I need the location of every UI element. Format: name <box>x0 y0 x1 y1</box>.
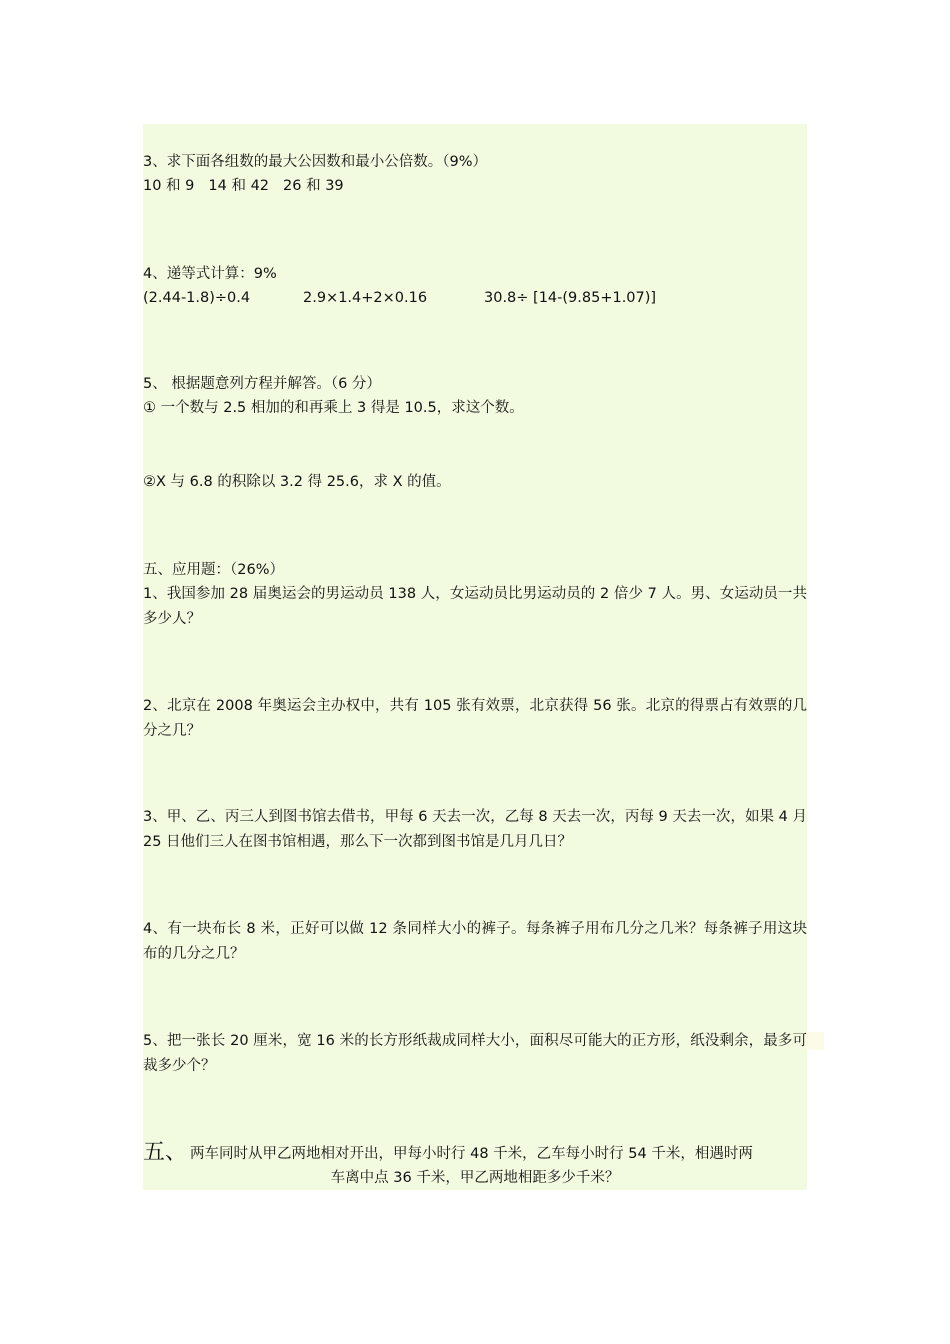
problem-item: 4、有一块布长 8 米，正好可以做 12 条同样大小的裤子。每条裤子用布几分之几米？每条裤子用这块布的几分之几？ <box>143 921 807 962</box>
section-marker: 五、 <box>143 1140 188 1165</box>
section-title: 五、应用题：（26%） <box>143 562 284 578</box>
q3-title: 3、求下面各组数的最大公因数和最小公倍数。（9%） <box>143 154 487 170</box>
last-problem-line2: 车离中点 36 千米，甲乙两地相距多少千米？ <box>330 1170 620 1186</box>
q5-item: ②X 与 6.8 的积除以 3.2 得 25.6，求 X 的值。 <box>143 474 451 490</box>
q4-expr: 30.8÷ [14-(9.85+1.07)] <box>484 290 657 306</box>
q3-pair: 14 和 42 <box>208 178 270 194</box>
problem-item: 3、甲、乙、丙三人到图书馆去借书，甲每 6 天去一次，乙每 8 天去一次，丙每 9 天去一次，如果 4 月 25 日他们三人在图书馆相遇，那么下一次都到图书馆是几月几日？ <box>143 809 807 850</box>
problem-item: 1、我国参加 28 届奥运会的男运动员 138 人，女运动员比男运动员的 2 倍少 7 人。男、女运动员一共多少人？ <box>143 586 807 627</box>
q4-expr: (2.44-1.8)÷0.4 <box>143 290 251 306</box>
problem-item: 5、把一张长 20 厘米，宽 16 米的长方形纸裁成同样大小，面积尽可能大的正方形，纸没剩余，最多可裁多少个？ <box>143 1033 807 1074</box>
highlight-overflow <box>806 1032 824 1050</box>
q4-title: 4、递等式计算：9% <box>143 266 277 282</box>
q5-item: ① 一个数与 2.5 相加的和再乘上 3 得是 10.5，求这个数。 <box>143 400 524 416</box>
problem-item: 2、北京在 2008 年奥运会主办权中，共有 105 张有效票，北京获得 56 张。北京的得票占有效票的几分之几？ <box>143 698 807 739</box>
q4-expr: 2.9×1.4+2×0.16 <box>303 290 428 306</box>
q3-pair: 26 和 39 <box>283 178 344 194</box>
q3-pairs <box>143 176 344 196</box>
q5-title: 5、 根据题意列方程并解答。（6 分） <box>143 376 381 392</box>
q3-pair: 10 和 9 <box>143 178 195 194</box>
last-problem-line1: 两车同时从甲乙两地相对开出，甲每小时行 48 千米，乙车每小时行 54 千米，相遇时两 <box>190 1146 753 1162</box>
